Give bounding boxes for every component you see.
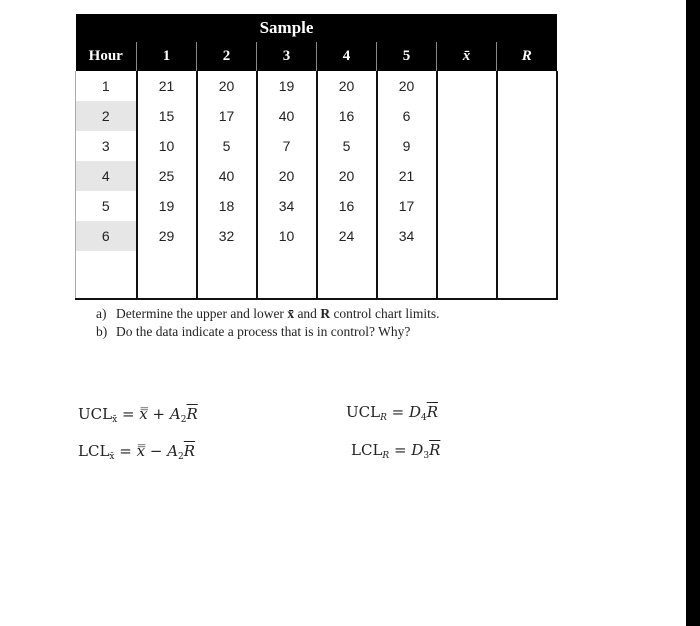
xbar-cell xyxy=(437,221,497,251)
empty-cell xyxy=(377,251,437,299)
sample-value-cell: 20 xyxy=(197,71,257,101)
column-header-sample-5: 5 xyxy=(377,42,437,71)
hour-cell: 2 xyxy=(76,101,137,131)
xbar-cell xyxy=(437,161,497,191)
hour-cell: 1 xyxy=(76,71,137,101)
sample-value-cell: 15 xyxy=(137,101,197,131)
table-row xyxy=(76,161,557,191)
hour-cell: 6 xyxy=(76,221,137,251)
column-header-sample-1: 1 xyxy=(137,42,197,71)
sample-value-cell: 19 xyxy=(257,71,317,101)
sample-value-cell: 29 xyxy=(137,221,197,251)
group-header-row xyxy=(76,14,557,42)
sample-value-cell: 34 xyxy=(257,191,317,221)
range-cell xyxy=(497,221,557,251)
empty-cell xyxy=(437,251,497,299)
sample-value-cell: 10 xyxy=(257,221,317,251)
sample-value-cell: 20 xyxy=(257,161,317,191)
hour-cell: 4 xyxy=(76,161,137,191)
column-header-sample-3: 3 xyxy=(257,42,317,71)
r-symbol: R xyxy=(320,306,331,321)
range-cell xyxy=(497,131,557,161)
sample-value-cell: 9 xyxy=(377,131,437,161)
formula-ucl-range: $UCL_R = D_4\overline{R}$ xyxy=(346,403,439,423)
sample-value-cell: 40 xyxy=(197,161,257,191)
hour-cell: 5 xyxy=(76,191,137,221)
sample-value-cell: 32 xyxy=(197,221,257,251)
question-text: Determine the upper and lower xyxy=(116,306,288,321)
table-row xyxy=(76,221,557,251)
sample-value-cell: 7 xyxy=(257,131,317,161)
sample-data-table xyxy=(75,14,558,300)
xbar-cell xyxy=(437,131,497,161)
sample-value-cell: 5 xyxy=(317,131,377,161)
sample-value-cell: 10 xyxy=(137,131,197,161)
column-header-hour: Hour xyxy=(76,42,137,71)
xbar-cell xyxy=(437,191,497,221)
sample-value-cell: 34 xyxy=(377,221,437,251)
question-a: a) Determine the upper and lower x̄ and R control chart limits. xyxy=(96,306,440,321)
xbar-symbol: x̄ xyxy=(287,306,295,321)
table-row xyxy=(76,101,557,131)
sample-value-cell: 21 xyxy=(137,71,197,101)
range-cell xyxy=(497,161,557,191)
column-header-sample-4: 4 xyxy=(317,42,377,71)
hour-cell: 3 xyxy=(76,131,137,161)
sample-value-cell: 21 xyxy=(377,161,437,191)
sample-value-cell: 24 xyxy=(317,221,377,251)
sample-value-cell: 20 xyxy=(317,71,377,101)
empty-cell xyxy=(76,251,137,299)
range-cell xyxy=(497,101,557,131)
xbar-cell xyxy=(437,71,497,101)
question-letter: b) xyxy=(96,324,108,339)
sample-value-cell: 6 xyxy=(377,101,437,131)
question-letter: a) xyxy=(96,306,107,321)
empty-cell xyxy=(317,251,377,299)
sample-value-cell: 16 xyxy=(317,101,377,131)
right-edge-bar xyxy=(686,0,700,626)
question-text: Do the data indicate a process that is in control? Why? xyxy=(116,324,411,339)
empty-cell xyxy=(257,251,317,299)
sample-value-cell: 5 xyxy=(197,131,257,161)
questions-block xyxy=(96,305,440,341)
sample-group-header: Sample xyxy=(137,14,437,42)
range-cell xyxy=(497,71,557,101)
table-row xyxy=(76,191,557,221)
column-header-range: R xyxy=(497,42,557,71)
range-cell xyxy=(497,191,557,221)
xbar-cell xyxy=(437,101,497,131)
sample-value-cell: 20 xyxy=(377,71,437,101)
formula-lcl-range: $LCL_R = D_3\overline{R}$ xyxy=(351,441,441,461)
sample-value-cell: 18 xyxy=(197,191,257,221)
empty-table-row xyxy=(76,251,557,299)
sample-value-cell: 25 xyxy=(137,161,197,191)
sample-value-cell: 19 xyxy=(137,191,197,221)
column-header-sample-2: 2 xyxy=(197,42,257,71)
empty-cell xyxy=(497,251,557,299)
empty-cell xyxy=(137,251,197,299)
sample-value-cell: 17 xyxy=(197,101,257,131)
column-header-xbar: x̄ xyxy=(437,42,497,71)
formula-lcl-xbar: $LCL_{x̄}$ = x̿ − $A_2\overline{R}$ xyxy=(78,442,196,462)
sample-value-cell: 16 xyxy=(317,191,377,221)
sample-value-cell: 17 xyxy=(377,191,437,221)
formula-ucl-xbar: $UCL_{x̄}$ = x̿ + $A_2\overline{R}$ xyxy=(78,405,198,425)
column-header-row xyxy=(76,42,557,71)
table-row xyxy=(76,71,557,101)
table-row xyxy=(76,131,557,161)
sample-value-cell: 20 xyxy=(317,161,377,191)
empty-cell xyxy=(197,251,257,299)
question-b xyxy=(96,323,440,341)
sample-value-cell: 40 xyxy=(257,101,317,131)
